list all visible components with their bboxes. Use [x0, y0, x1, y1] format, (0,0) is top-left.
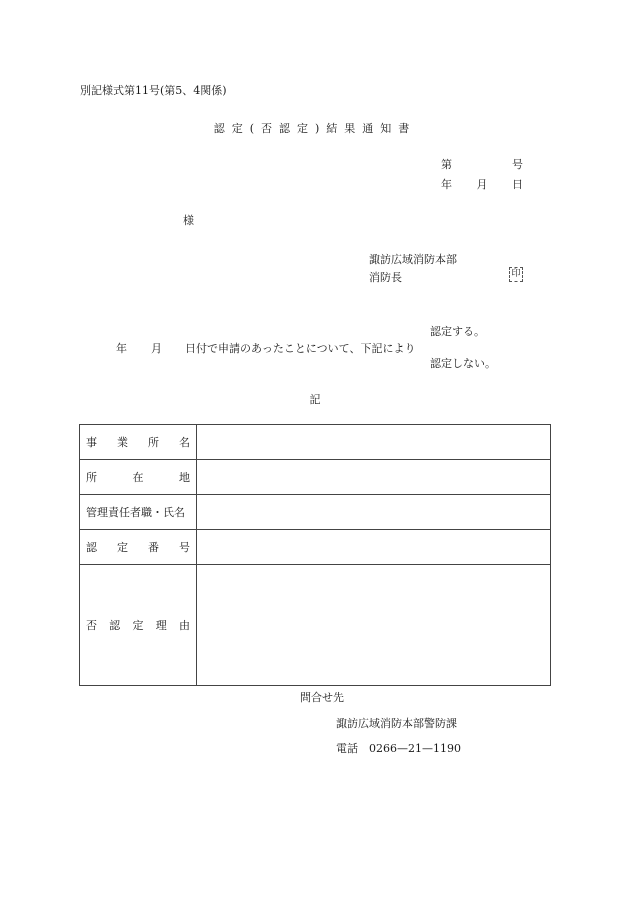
issuer-position: 消防長: [369, 271, 402, 284]
certification-number-field[interactable]: [197, 530, 551, 565]
label-char: 由: [179, 619, 190, 632]
contact-label: 問合せ先: [300, 691, 344, 704]
body-month: 月: [151, 342, 162, 355]
form-number: 別記様式第11号(第5、4関係): [80, 84, 227, 97]
contact-department: 諏訪広域消防本部警防課: [336, 717, 457, 730]
label-char: 定: [132, 619, 144, 632]
row-label: [80, 460, 197, 495]
issue-date-line: [441, 176, 523, 192]
manager-name-field[interactable]: [197, 495, 551, 530]
label-char: 号: [179, 541, 190, 554]
details-table: [79, 424, 551, 686]
option-reject: 認定しない。: [430, 357, 496, 370]
number-suffix: 号: [512, 158, 523, 171]
date-year: 年: [441, 178, 452, 191]
row-label: [80, 565, 197, 686]
label-char: 業: [117, 436, 128, 449]
label-char: 事: [86, 436, 97, 449]
label-char: 認: [86, 541, 97, 554]
row-label: [80, 530, 197, 565]
table-row: [80, 530, 551, 565]
label-char: 否: [86, 619, 97, 632]
label-char: 地: [179, 471, 190, 484]
label-char: 在: [132, 471, 144, 484]
label-char: 所: [86, 471, 97, 484]
body-text: 日付で申請のあったことについて、下記により: [185, 342, 416, 355]
table-row: [80, 425, 551, 460]
ki-heading: 記: [309, 393, 321, 406]
label-char: 理: [155, 619, 167, 632]
addressee-honorific: 様: [183, 214, 194, 227]
label-text: 管理責任者職・氏名: [86, 506, 185, 519]
document-title: 認定(否認定)結果通知書: [213, 122, 417, 135]
label-char: 認: [109, 619, 121, 632]
label-char: 名: [179, 436, 190, 449]
seal-mark: 印: [509, 267, 523, 282]
business-name-field[interactable]: [197, 425, 551, 460]
table-row: [80, 565, 551, 686]
table-row: [80, 495, 551, 530]
option-approve: 認定する。: [430, 325, 485, 338]
date-month: 月: [476, 178, 488, 191]
contact-phone: 電話 0266—21—1190: [336, 742, 461, 755]
location-field[interactable]: [197, 460, 551, 495]
label-char: 定: [117, 541, 128, 554]
document-number-line: [441, 156, 523, 172]
row-label: [80, 495, 197, 530]
number-prefix: 第: [441, 158, 452, 171]
row-label: [80, 425, 197, 460]
body-year: 年: [116, 342, 127, 355]
issuer-organization: 諏訪広域消防本部: [369, 253, 457, 266]
label-char: 所: [148, 436, 159, 449]
rejection-reason-field[interactable]: [197, 565, 551, 686]
date-day: 日: [512, 178, 523, 191]
table-row: [80, 460, 551, 495]
label-char: 番: [148, 541, 159, 554]
